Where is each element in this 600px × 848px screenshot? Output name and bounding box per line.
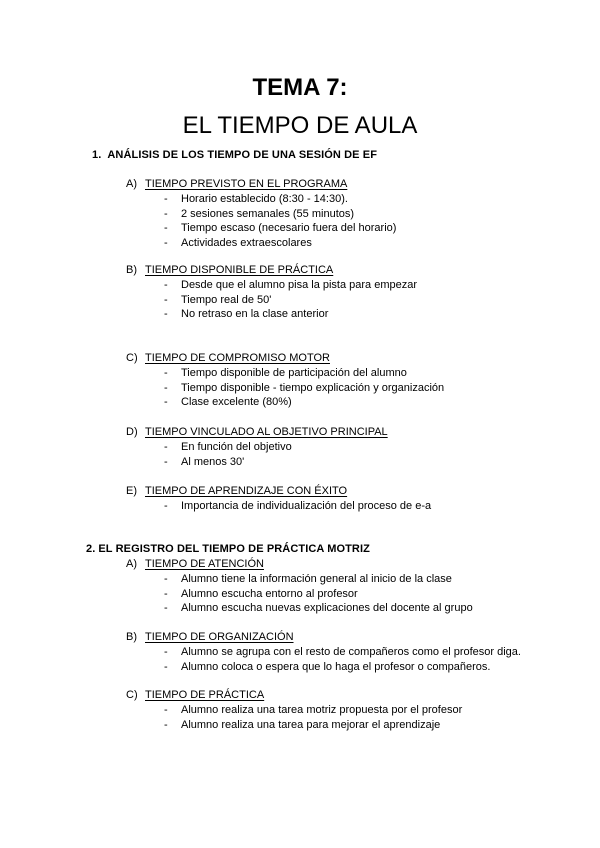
subsection-letter: C) bbox=[126, 352, 138, 364]
bullet-dash: - bbox=[164, 207, 168, 220]
subsection-letter: B) bbox=[126, 264, 137, 276]
bullet-dash: - bbox=[164, 222, 168, 235]
subsection-title: TIEMPO DE ORGANIZACIÓN bbox=[145, 631, 294, 643]
bullet-dash: - bbox=[164, 293, 168, 306]
bullet-dash: - bbox=[164, 308, 168, 321]
list-item-text: No retraso en la clase anterior bbox=[181, 308, 329, 321]
bullet-dash: - bbox=[164, 193, 168, 205]
subsection-title: TIEMPO DE PRÁCTICA bbox=[145, 689, 265, 701]
list-item-text: Actividades extraescolares bbox=[181, 237, 312, 250]
document-title: TEMA 7: bbox=[252, 74, 348, 101]
subsection-letter: D) bbox=[126, 426, 138, 438]
subsection-title: TIEMPO DISPONIBLE DE PRÁCTICA bbox=[145, 264, 334, 276]
subsection-letter: A) bbox=[126, 558, 137, 570]
bullet-dash: - bbox=[164, 237, 168, 250]
subsection-title: TIEMPO DE ATENCIÓN bbox=[145, 558, 264, 570]
bullet-dash: - bbox=[164, 367, 168, 379]
bullet-dash: - bbox=[164, 573, 168, 585]
bullet-dash: - bbox=[164, 704, 168, 716]
subsection-heading bbox=[126, 352, 330, 364]
list-item-text: Tiempo escaso (necesario fuera del horario) bbox=[181, 222, 397, 235]
bullet-dash: - bbox=[164, 602, 168, 615]
subsection-title: TIEMPO VINCULADO AL OBJETIVO PRINCIPAL bbox=[145, 426, 388, 438]
subsection-heading bbox=[126, 426, 388, 438]
subsection-title: TIEMPO DE APRENDIZAJE CON ÉXITO bbox=[145, 485, 348, 497]
bullet-dash: - bbox=[164, 660, 168, 673]
subsection-heading bbox=[126, 485, 347, 497]
bullet-dash: - bbox=[164, 500, 168, 512]
subsection-heading bbox=[126, 178, 347, 190]
subsection-letter: B) bbox=[126, 631, 137, 643]
list-item-text: Alumno escucha nuevas explicaciones del docente al grupo bbox=[181, 602, 473, 615]
list-item-text: Desde que el alumno pisa la pista para empezar bbox=[181, 279, 418, 291]
bullet-dash: - bbox=[164, 587, 168, 600]
document-subtitle: EL TIEMPO DE AULA bbox=[182, 112, 418, 139]
section-number: 1. bbox=[92, 149, 102, 161]
bullet-dash: - bbox=[164, 455, 168, 468]
list-item-text: Importancia de individualización del proceso de e-a bbox=[181, 500, 432, 512]
list-item-text: En función del objetivo bbox=[181, 441, 292, 453]
subsection-heading bbox=[126, 689, 264, 701]
subsection-heading bbox=[126, 264, 333, 276]
list-item-text: Tiempo disponible de participación del alumno bbox=[181, 367, 407, 379]
list-item-text: Clase excelente (80%) bbox=[181, 396, 292, 409]
subsection-title: TIEMPO PREVISTO EN EL PROGRAMA bbox=[145, 178, 348, 190]
list-item-text: Tiempo disponible - tiempo explicación y organización bbox=[181, 381, 445, 394]
subsection-letter: E) bbox=[126, 485, 137, 497]
bullet-dash: - bbox=[164, 381, 168, 394]
list-item-text: Alumno tiene la información general al inicio de la clase bbox=[181, 573, 452, 585]
bullet-dash: - bbox=[164, 718, 168, 731]
list-item-text: Tiempo real de 50' bbox=[181, 293, 272, 306]
bullet-dash: - bbox=[164, 646, 168, 658]
subsection-letter: A) bbox=[126, 178, 137, 190]
list-item-text: Alumno realiza una tarea para mejorar el aprendizaje bbox=[181, 718, 441, 731]
section-title: EL REGISTRO DEL TIEMPO DE PRÁCTICA MOTRIZ bbox=[98, 543, 370, 555]
subsection-letter: C) bbox=[126, 689, 138, 701]
bullet-dash: - bbox=[164, 396, 168, 409]
bullet-dash: - bbox=[164, 279, 168, 291]
list-item-text: Horario establecido (8:30 - 14:30). bbox=[181, 193, 348, 205]
list-item-text: Alumno realiza una tarea motriz propuesta por el profesor bbox=[181, 704, 463, 716]
list-item-text: 2 sesiones semanales (55 minutos) bbox=[181, 207, 355, 220]
section-heading bbox=[86, 543, 370, 555]
bullet-dash: - bbox=[164, 441, 168, 453]
list-item-text: Al menos 30' bbox=[181, 455, 245, 468]
subsection-heading bbox=[126, 631, 294, 643]
subsection-title: TIEMPO DE COMPROMISO MOTOR bbox=[145, 352, 330, 364]
list-item-text: Alumno escucha entorno al profesor bbox=[181, 587, 358, 600]
list-item-text: Alumno se agrupa con el resto de compañeros como el profesor diga. bbox=[181, 646, 521, 658]
section-heading bbox=[92, 149, 377, 161]
list-item-text: Alumno coloca o espera que lo haga el profesor o compañeros. bbox=[181, 660, 491, 673]
section-title: ANÁLISIS DE LOS TIEMPO DE UNA SESIÓN DE EF bbox=[107, 149, 378, 161]
subsection-heading bbox=[126, 558, 264, 570]
section-number: 2. bbox=[86, 543, 96, 555]
